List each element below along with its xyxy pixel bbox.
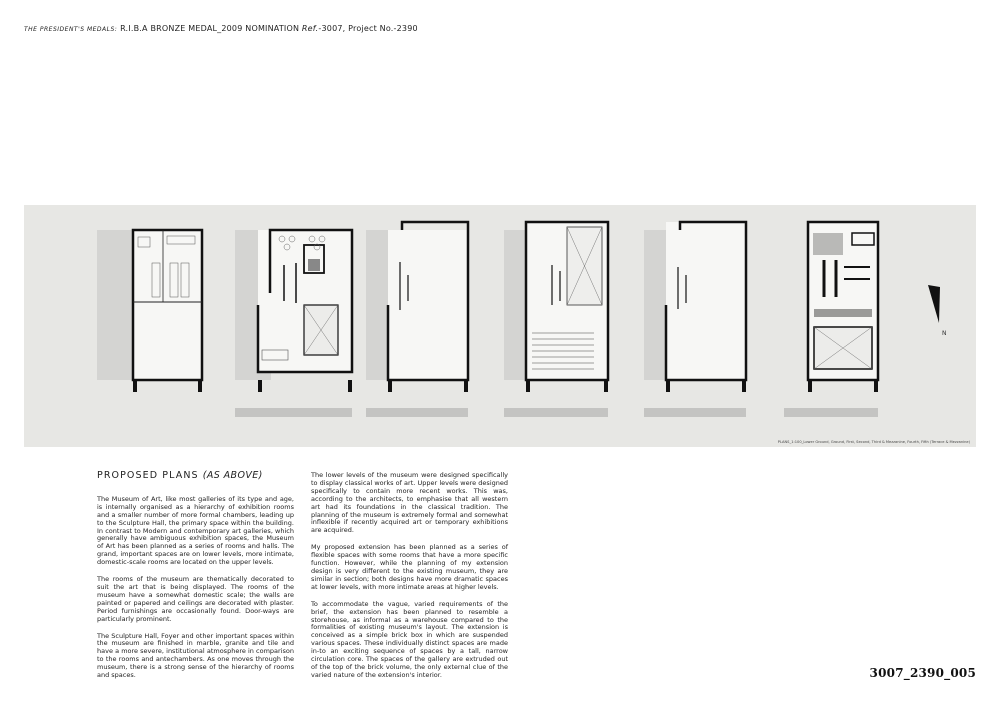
sheet-header bbox=[24, 24, 418, 33]
header-ref-label: Ref. bbox=[301, 24, 319, 33]
plan-lower-ground bbox=[97, 230, 202, 392]
plan-1-pier bbox=[198, 380, 202, 392]
plan-3-site-shading bbox=[366, 230, 388, 380]
plan-3-pier bbox=[464, 380, 468, 392]
paragraph: To accommodate the vague, varied requirements of the brief, the extension has been planned to resemble a storehouse, as informal as a warehouse compared to the formalities of existing museum's layout. The extension is conceived as a simple brick box in which are suspended various spaces. These individually distinct spaces are made in-to an exciting sequence of spaces by a tall, narrow circulation core. The spaces of the gallery are extruded out of the top of the brick volume, the only external clue of the varied nature of the extension's interior. bbox=[311, 599, 508, 679]
plan-elevation-strips bbox=[235, 408, 878, 417]
floor-plans-panel bbox=[24, 205, 976, 447]
plan-5-pier bbox=[742, 380, 746, 392]
header-ref-value: -3007, Project No.-2390 bbox=[318, 24, 418, 33]
plan-1-pier bbox=[133, 380, 137, 392]
plans-scale-note: PLANS_1:100_Lower Ground, Ground, First, Second, Third & Mezzanine, Fourth, Fifth (Terrace & Mezzanine) bbox=[777, 440, 970, 444]
north-arrow-icon bbox=[928, 285, 947, 337]
plan-ground bbox=[235, 230, 352, 392]
plan-4-pier bbox=[526, 380, 530, 392]
plan-6-terrace-edge bbox=[814, 309, 872, 317]
section-title-main: PROPOSED PLANS bbox=[97, 470, 199, 481]
section-title bbox=[97, 472, 294, 480]
north-label: N bbox=[942, 330, 947, 337]
paragraph: The Sculpture Hall, Foyer and other important spaces within the museum are finished in marble, granite and tile and have a more severe, institutional atmosphere in comparison to the rooms and antechambers. As one moves through the museum, there is a strong sense of the hierarchy of rooms and spaces. bbox=[97, 631, 294, 680]
plan-5-site-shading bbox=[644, 230, 666, 380]
paragraph: The rooms of the museum are thematically decorated to suit the art that is being displayed. The rooms of the museum have a somewhat domestic scale; the walls are painted or papered and ceilings are decorated with plaster. Period furnishings are occasionally found. Door-ways are particularly prominent. bbox=[97, 575, 294, 623]
paragraph: My proposed extension has been planned as a series of flexible spaces with some rooms that have a more specific function. However, while the planning of my extension design is very different to the existing museum, they are similar in section; both designs have more dramatic spaces at lower levels, with more intimate areas at higher levels. bbox=[311, 543, 508, 591]
plan-5-pier bbox=[666, 380, 670, 392]
header-award: R.I.B.A BRONZE MEDAL_2009 NOMINATION bbox=[120, 24, 300, 33]
text-column-left bbox=[97, 472, 294, 689]
plan-4-pier bbox=[604, 380, 608, 392]
plan-6-pier bbox=[874, 380, 878, 392]
paragraph: The lower levels of the museum were designed specifically to display classical works of art. Upper levels were designed specifically to contain more recent works. This was, according to the architects, to emphasise that all western art had its foundations in the classical tradition. The planning of the museum is extremely formal and somewhat inflexible if recently acquired art or temporary exhibitions are acquired. bbox=[311, 471, 508, 535]
paragraph: The Museum of Art, like most galleries of its type and age, is internally organised as a hierarchy of exhibition rooms and a smaller number of more formal chambers, leading up to the Sculpture Hall, the primary space within the building. In contrast to Modern and contemporary art galleries, which generally have ambiguous exhibition spaces, the Museum of Art has been planned as a series of rooms and halls. The grand, important spaces are on lower levels, more intimate, domestic-scale rooms are located on the upper levels. bbox=[97, 494, 294, 567]
plan-4-site-shading bbox=[504, 230, 526, 380]
text-column-right bbox=[311, 472, 508, 689]
plan-third bbox=[644, 222, 746, 392]
plan-2-pier bbox=[258, 380, 262, 392]
plan-1-floor bbox=[133, 230, 202, 380]
section-title-sub: (AS ABOVE) bbox=[202, 470, 263, 481]
plan-3-pier bbox=[388, 380, 392, 392]
plan-2-pier bbox=[348, 380, 352, 392]
plan-2-stair bbox=[308, 259, 320, 271]
plan-second bbox=[504, 222, 608, 392]
plan-6-service bbox=[813, 233, 843, 255]
sheet-number: 3007_2390_005 bbox=[869, 666, 976, 680]
plan-fourth-fifth bbox=[808, 222, 878, 392]
plan-first bbox=[366, 222, 468, 392]
header-series: THE PRESIDENT'S MEDALS: bbox=[24, 26, 118, 33]
floor-plans-drawing bbox=[24, 205, 976, 447]
plan-6-pier bbox=[808, 380, 812, 392]
